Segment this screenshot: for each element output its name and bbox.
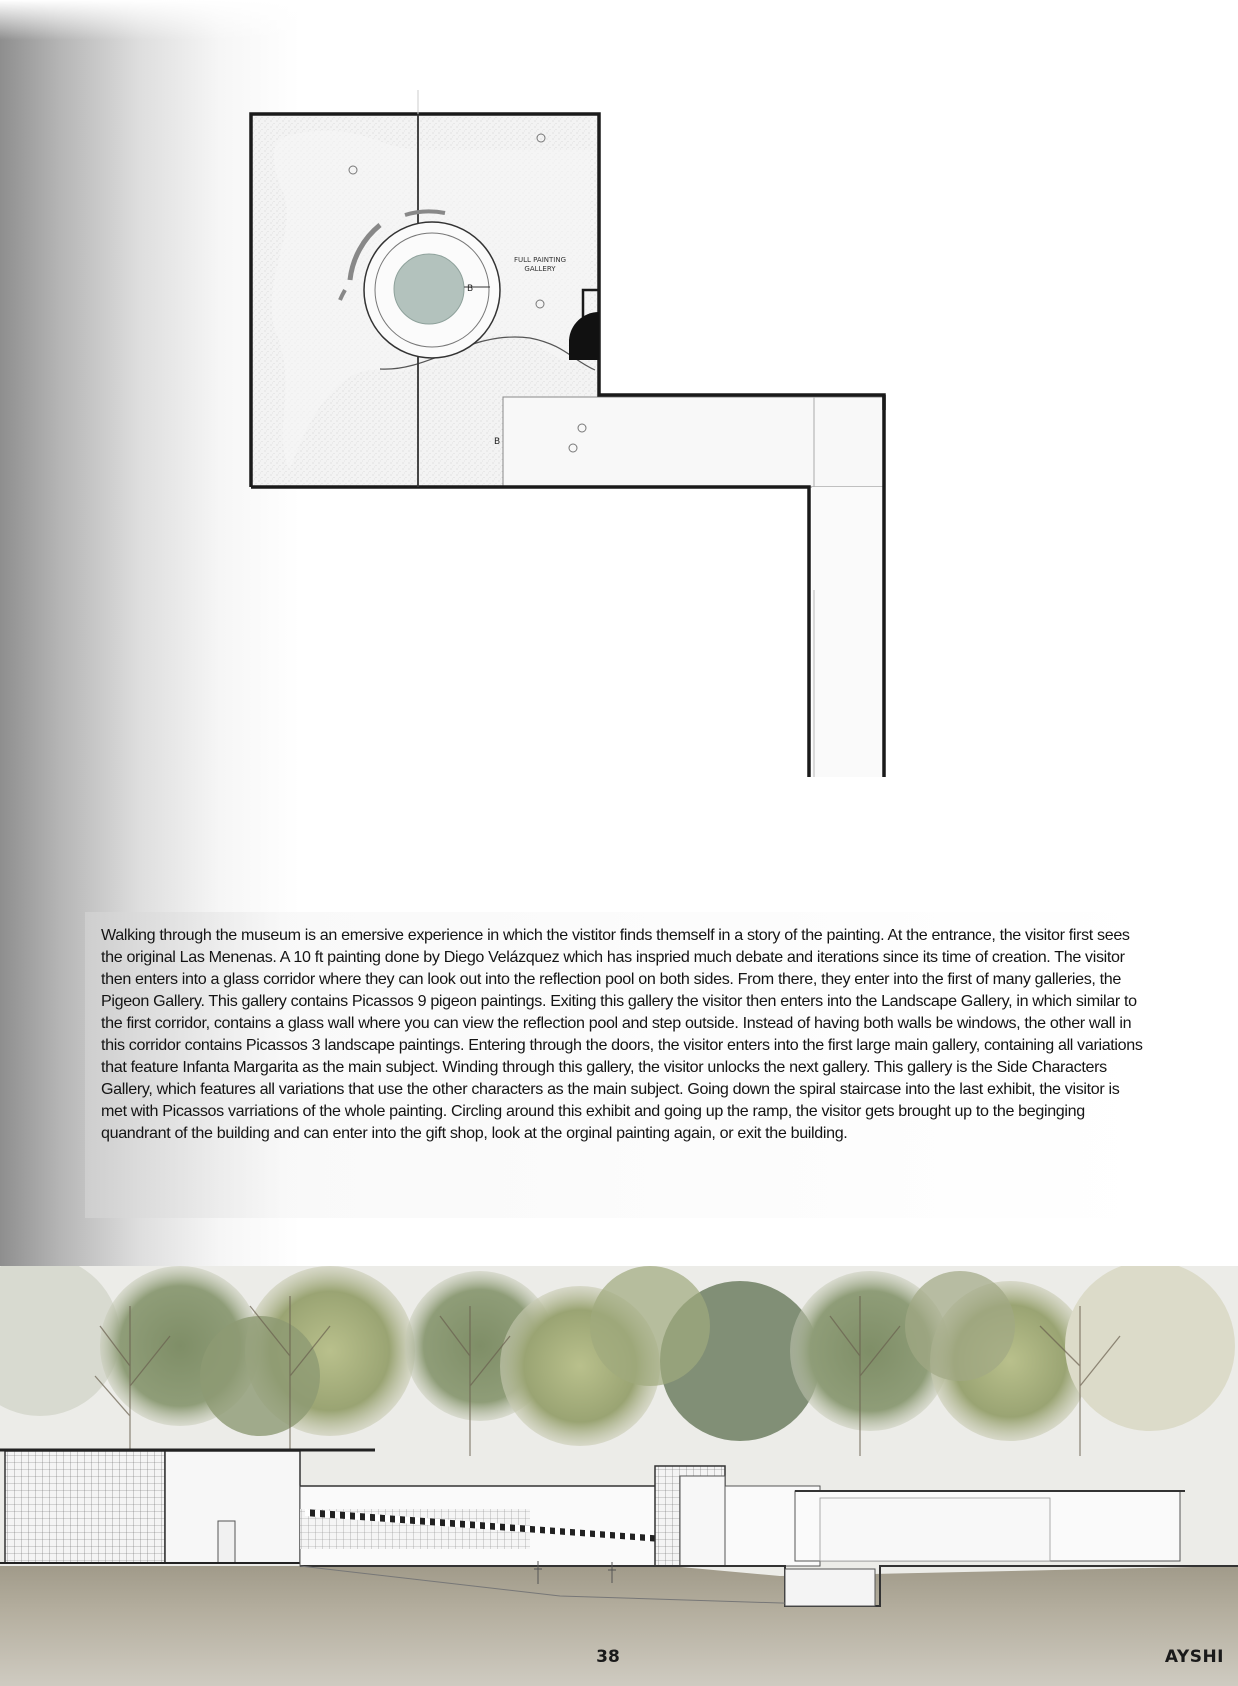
stair-core: [394, 254, 464, 324]
section-marker-a: B: [467, 284, 474, 294]
glass-corridor: [812, 487, 884, 777]
page-number: 38: [596, 1647, 620, 1667]
description-text: Walking through the museum is an emersive experience in which the vistitor finds themself in a story of the painting. At the entrance, the visitor first sees the original Las Menenas. A 10 ft painting done by Diego Velázquez which has inspried much debate and iterations since its time of creation. The visitor then enters into a glass corridor where they can look out into the reflection pool on both sides. From there, they enter into the first of many galleries, the Pigeon Gallery. This gallery contains Picassos 9 pigeon paintings. Exiting this gallery the visitor then enters into the Landscape Gallery, in which similar to the first corridor, contains a glass wall where you can view the reflection pool and step outside. Instead of having both walls be windows, the other wall in this corridor contains Picassos 3 landscape paintings. Entering through the doors, the visitor enters into the first large main gallery, containing all variations that feature Infanta Margarita as the main subject. Winding through this gallery, the visitor unlocks the next gallery. This gallery is the Side Characters Gallery, which features all variations that use the other characters as the main subject. Going down the spiral staircase into the last exhibit, the visitor is met with Picassos varriations of the whole painting. Circling around this exhibit and going up the ramp, the visitor gets brought up to the beginging quandrant of the building and can enter into the gift shop, look at the orginal painting again, or exit the building.: [101, 926, 1143, 1142]
section-marker-b: B: [494, 437, 501, 447]
gallery-label-line1: FULL PAINTING: [513, 256, 567, 264]
floor-plan-drawing: [0, 0, 1238, 800]
section-elevation-drawing: [0, 1266, 1238, 1686]
gallery-label-line2: GALLERY: [524, 265, 556, 273]
landscape-corridor: [503, 397, 884, 487]
inner-wall: [251, 487, 809, 777]
tree-canopy: [0, 1266, 1235, 1446]
author-label: AYSHI: [1164, 1647, 1224, 1667]
